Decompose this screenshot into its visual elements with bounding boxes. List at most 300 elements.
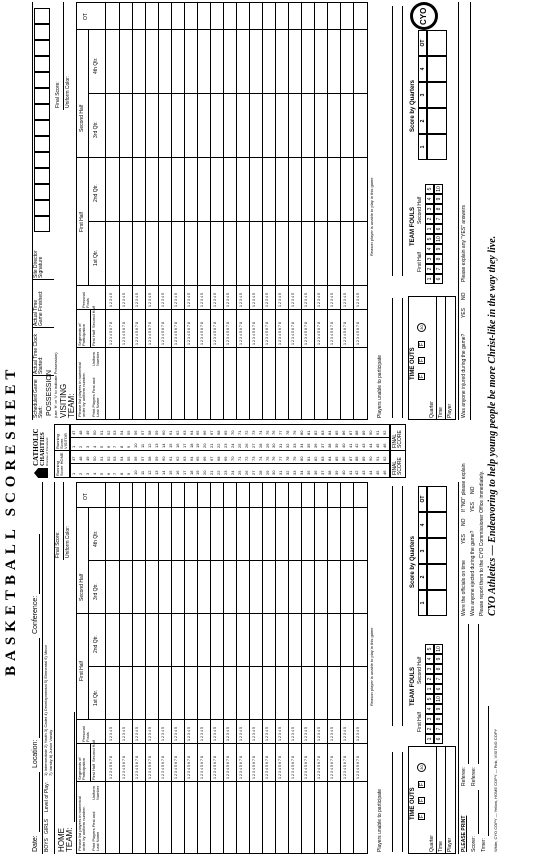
running-right-number-visitor: 73	[250, 430, 256, 435]
possession-box[interactable]	[34, 200, 50, 216]
home-sbq-header: 2	[418, 564, 427, 590]
possession-box[interactable]	[34, 152, 50, 168]
home-fouls-digits[interactable]: 1 2 3 4 5	[174, 727, 178, 741]
running-left-number: 31	[278, 470, 284, 475]
home-team-fouls-label: TEAM FOULS	[410, 667, 416, 706]
home-segments-digits[interactable]: 1 2 3 4 5 6 7 8	[304, 756, 308, 779]
running-right-number: 55	[126, 456, 132, 461]
running-left-number-visitor: 37	[319, 443, 325, 448]
visitor-segments-digits[interactable]: 1 2 3 4 5 6 7 8	[317, 322, 321, 345]
visitor-foul-cell[interactable]: 9	[434, 194, 443, 204]
running-right-number-visitor: 70	[230, 430, 235, 435]
visitor-fouls-digits[interactable]: 1 2 3 4 5	[317, 293, 321, 307]
visitor-ot: OT	[83, 13, 89, 20]
possession-label: POSSESSION	[46, 370, 53, 416]
visitor-fouls-digits[interactable]: 1 2 3 4 5	[187, 293, 191, 307]
home-fouls-digits[interactable]: 1 2 3 4 5	[148, 727, 152, 741]
visitor-fouls-digits[interactable]: 1 2 3 4 5	[161, 293, 165, 307]
visitor-segments-digits[interactable]: 1 2 3 4 5 6 7 8	[239, 322, 243, 345]
running-left-number-visitor: 6	[105, 445, 111, 448]
visitor-segments-digits[interactable]: 1 2 3 4 5 6 7 8	[291, 322, 295, 345]
visitor-row-line	[210, 3, 211, 419]
visitor-sbq-cell[interactable]	[427, 30, 447, 56]
possession-boxes[interactable]	[34, 4, 50, 232]
possession-box[interactable]	[34, 104, 50, 120]
visitor-fouls-digits[interactable]: 1 2 3 4 5	[278, 293, 282, 307]
visitor-row-line	[301, 3, 302, 419]
running-right-number: 72	[243, 456, 249, 461]
home-segments-digits[interactable]: 1 2 3 4 5 6 7 8	[135, 756, 139, 779]
ejected-yes[interactable]: YES	[470, 501, 476, 512]
running-right-number-visitor: 54	[119, 430, 125, 435]
visitor-foul-cell[interactable]: 3	[425, 254, 434, 264]
visitor-row-line	[288, 3, 289, 419]
home-fouls-digits[interactable]: 1 2 3 4 5	[135, 727, 139, 741]
home-row-line	[158, 483, 159, 853]
home-foul-cell[interactable]: 6	[434, 684, 443, 694]
running-left-number: 6	[105, 472, 111, 475]
home-foul-cell[interactable]: 9	[434, 704, 443, 714]
running-right-number: 53	[112, 456, 118, 461]
visitor-segments-digits[interactable]: 1 2 3 4 5 6 7 8	[330, 322, 334, 345]
home-segments-digits[interactable]: 1 2 3 4 5 6 7 8	[291, 756, 295, 779]
visitor-sbq-cell[interactable]	[427, 82, 447, 108]
running-right-number-visitor: 76	[271, 430, 277, 435]
home-foul-cell[interactable]: 7	[434, 724, 443, 734]
home-segments-digits[interactable]: 1 2 3 4 5 6 7 8	[265, 756, 269, 779]
home-fouls-digits[interactable]: 1 2 3 4 5	[226, 727, 230, 741]
running-left-number-visitor: 34	[299, 443, 305, 448]
visitor-fouls-digits[interactable]: 1 2 3 4 5	[343, 293, 347, 307]
home-team-fouls-grid	[425, 644, 443, 744]
home-team-label: HOME TEAM:	[57, 827, 74, 852]
visitor-tf-second: Second Half	[417, 196, 423, 224]
visitor-foul-cell[interactable]: 2	[425, 214, 434, 224]
home-foul-cell[interactable]: 10	[434, 644, 443, 654]
running-right-number: 65	[195, 456, 201, 461]
visitor-segments-digits[interactable]: 1 2 3 4 5 6 7 8	[343, 322, 347, 345]
running-right-number-visitor: 56	[133, 430, 139, 435]
running-left-number-visitor: 26	[243, 443, 249, 448]
home-foul-cell[interactable]: 5	[425, 694, 434, 704]
visitor-foul-cell[interactable]: 6	[434, 274, 443, 284]
home-instructions: Please list players in numerical order by uniform number.	[77, 796, 86, 851]
home-timeout-f3[interactable]: F	[419, 782, 425, 787]
home-segments-digits[interactable]: 1 2 3 4 5 6 7 8	[239, 756, 243, 779]
visitor-timeout-30[interactable]: 30	[417, 323, 426, 332]
running-left-number: 19	[195, 470, 201, 475]
running-left-number-visitor: 32	[285, 443, 291, 448]
possession-box[interactable]	[34, 88, 50, 104]
running-right-number: 75	[264, 456, 270, 461]
running-left-number: 16	[174, 470, 180, 475]
running-left-number-visitor: 9	[126, 445, 132, 448]
visitor-team-fouls-label: TEAM FOULS	[410, 207, 416, 246]
home-timeout-f2[interactable]: F	[419, 798, 425, 803]
referee2-label: Referee:	[471, 766, 477, 786]
visitor-fouls-digits[interactable]: 1 2 3 4 5	[148, 293, 152, 307]
home-foul-cell[interactable]: 5	[425, 644, 434, 654]
visitor-foul-cell[interactable]: 5	[425, 184, 434, 194]
visitor-segments-digits[interactable]: 1 2 3 4 5 6 7 8	[265, 322, 269, 345]
injured-yes[interactable]: YES	[461, 307, 467, 318]
home-foul-cell[interactable]: 3	[425, 664, 434, 674]
running-left-number-visitor: 13	[153, 443, 159, 448]
home-fouls-digits[interactable]: 1 2 3 4 5	[330, 727, 334, 741]
visitor-fouls-digits[interactable]: 1 2 3 4 5	[135, 293, 139, 307]
visitor-foul-cell[interactable]: 4	[425, 194, 434, 204]
visitor-sbq-cell[interactable]	[427, 134, 447, 160]
running-right-number-visitor: 61	[167, 430, 173, 435]
possession-box[interactable]	[34, 120, 50, 136]
visitor-segments-digits[interactable]: 1 2 3 4 5 6 7 8	[252, 322, 256, 345]
running-left-number-visitor: 29	[264, 443, 270, 448]
visitor-fouls-digits[interactable]: 1 2 3 4 5	[291, 293, 295, 307]
running-left-number: 42	[354, 470, 360, 475]
home-foul-cell[interactable]: 3	[425, 714, 434, 724]
home-fouls-digits[interactable]: 1 2 3 4 5	[239, 727, 243, 741]
visitor-uniform-col: Uniform Number	[91, 351, 100, 366]
running-right-number-visitor: 85	[333, 430, 339, 435]
home-fouls-digits[interactable]: 1 2 3 4 5	[356, 727, 360, 741]
home-segments-digits[interactable]: 1 2 3 4 5 6 7 8	[226, 756, 230, 779]
home-sbq-header: 3	[418, 538, 427, 564]
running-left-number: 46	[382, 470, 388, 475]
home-foul-cell[interactable]: 4	[425, 704, 434, 714]
visitor-fouls-digits[interactable]: 1 2 3 4 5	[330, 293, 334, 307]
visitor-segments-digits[interactable]: 1 2 3 4 5 6 7 8	[187, 322, 191, 345]
visitor-tf-first: First Half	[417, 252, 423, 272]
home-segments-digits[interactable]: 1 2 3 4 5 6 7 8	[122, 756, 126, 779]
visitor-timeout-player: Player	[447, 403, 453, 418]
visitor-foul-cell[interactable]: 4	[425, 244, 434, 254]
home-fouls-digits[interactable]: 1 2 3 4 5	[161, 727, 165, 741]
visitor-segments-digits[interactable]: 1 2 3 4 5 6 7 8	[174, 322, 178, 345]
home-row-line	[145, 483, 146, 853]
running-right-number-visitor: 83	[319, 430, 325, 435]
running-divider	[71, 437, 389, 438]
visitor-segments-digits[interactable]: 1 2 3 4 5 6 7 8	[213, 322, 217, 345]
running-right-number: 57	[140, 456, 146, 461]
home-segments-digits[interactable]: 1 2 3 4 5 6 7 8	[356, 756, 360, 779]
visitor-segments-digits[interactable]: 1 2 3 4 5 6 7 8	[226, 322, 230, 345]
visitor-fouls-digits[interactable]: 1 2 3 4 5	[226, 293, 230, 307]
running-right-number-visitor: 60	[160, 430, 166, 435]
running-right-number-visitor: 71	[236, 430, 242, 435]
officials-yes[interactable]: YES	[461, 533, 467, 544]
injured-no[interactable]: NO	[461, 292, 467, 300]
visitor-foul-cell[interactable]: 7	[434, 214, 443, 224]
home-fouls-digits[interactable]: 1 2 3 4 5	[317, 727, 321, 741]
home-roster	[106, 482, 368, 854]
visitor-sbq-cell[interactable]	[427, 56, 447, 82]
injured-question: Was anyone injured during the game?	[461, 333, 467, 418]
home-fouls-digits[interactable]: 1 2 3 4 5	[200, 727, 204, 741]
home-sbq-cell[interactable]	[427, 590, 447, 616]
running-left-number-visitor: 43	[361, 443, 367, 448]
home-fouls-digits[interactable]: 1 2 3 4 5	[265, 727, 269, 741]
boys-option[interactable]: BOYS	[44, 838, 50, 852]
visitor-foul-cell[interactable]: 1	[425, 274, 434, 284]
running-right-number-visitor: 63	[181, 430, 187, 435]
running-right-number-visitor: 78	[285, 430, 291, 435]
home-foul-cell[interactable]: 8	[434, 714, 443, 724]
home-foul-cell[interactable]: 1	[425, 684, 434, 694]
visitor-segments-digits[interactable]: 1 2 3 4 5 6 7 8	[122, 322, 126, 345]
running-right-number: 49	[84, 456, 90, 461]
running-left-number-visitor: 1	[71, 445, 76, 448]
home-fouls-digits[interactable]: 1 2 3 4 5	[122, 727, 126, 741]
home-sbq-cell[interactable]	[427, 538, 447, 564]
visitor-foul-cell[interactable]: 2	[425, 264, 434, 274]
home-foul-cell[interactable]: 1	[425, 734, 434, 744]
running-left-number-visitor: 15	[167, 443, 173, 448]
running-left-number: 25	[236, 470, 242, 475]
visitor-foul-cell[interactable]: 5	[425, 234, 434, 244]
home-segments-digits[interactable]: 1 2 3 4 5 6 7 8	[330, 756, 334, 779]
visitor-foul-cell[interactable]: 7	[434, 264, 443, 274]
home-row-line	[210, 483, 211, 853]
running-left-number: 34	[299, 470, 305, 475]
possession-box[interactable]	[34, 168, 50, 184]
visitor-unable-label: Players unable to participate	[377, 354, 383, 418]
visitor-fouls-digits[interactable]: 1 2 3 4 5	[304, 293, 308, 307]
ejected-no[interactable]: NO	[470, 486, 476, 494]
home-foul-cell[interactable]: 2	[425, 724, 434, 734]
visitor-row-line	[262, 3, 263, 419]
running-score-visitor: Running Score VISITOR	[55, 433, 68, 449]
home-foul-cell[interactable]: 10	[434, 694, 443, 704]
date-label: Date:	[32, 835, 39, 852]
running-right-number: 64	[188, 456, 194, 461]
home-fouls-digits[interactable]: 1 2 3 4 5	[109, 727, 113, 741]
visitor-foul-cell[interactable]: 6	[434, 224, 443, 234]
running-right-number-visitor: 75	[264, 430, 270, 435]
visitor-timeout-f2[interactable]: F	[419, 358, 425, 363]
possession-box[interactable]	[34, 24, 50, 40]
running-divider	[71, 450, 389, 451]
home-foul-cell[interactable]: 4	[425, 654, 434, 664]
running-right-number-visitor: 65	[195, 430, 201, 435]
home-timeouts-label: TIME OUTS	[410, 787, 416, 820]
home-timeout-player: Player	[447, 837, 453, 852]
visitor-segments-digits[interactable]: 1 2 3 4 5 6 7 8	[200, 322, 204, 345]
running-right-number-visitor: 67	[209, 430, 215, 435]
visitor-segments-digits[interactable]: 1 2 3 4 5 6 7 8	[161, 322, 165, 345]
home-uniform-col: Uniform Number	[91, 785, 100, 800]
home-segments-digits[interactable]: 1 2 3 4 5 6 7 8	[343, 756, 347, 779]
home-segments-digits[interactable]: 1 2 3 4 5 6 7 8	[187, 756, 191, 779]
possession-box[interactable]	[34, 136, 50, 152]
possession-box[interactable]	[34, 8, 50, 24]
running-right-number-visitor: 91	[375, 430, 381, 435]
home-sbq-cell[interactable]	[427, 512, 447, 538]
home-fouls-digits[interactable]: 1 2 3 4 5	[291, 727, 295, 741]
visitor-seg-first: First Half	[91, 330, 96, 346]
home-final-score-label: Final Score:	[55, 531, 61, 558]
visitor-foul-cell[interactable]: 10	[434, 184, 443, 194]
running-left-number-visitor: 19	[195, 443, 201, 448]
visitor-foul-cell[interactable]: 9	[434, 244, 443, 254]
possession-box[interactable]	[34, 40, 50, 56]
visitor-fouls-digits[interactable]: 1 2 3 4 5	[265, 293, 269, 307]
home-fouls-digits[interactable]: 1 2 3 4 5	[343, 727, 347, 741]
visitor-segments-digits[interactable]: 1 2 3 4 5 6 7 8	[135, 322, 139, 345]
running-right-number: 47	[71, 456, 76, 461]
visitor-fouls-digits[interactable]: 1 2 3 4 5	[109, 293, 113, 307]
running-left-number-visitor: 33	[292, 443, 298, 448]
running-left-number: 33	[292, 470, 298, 475]
running-left-number-visitor: 4	[91, 445, 97, 448]
running-right-number: 67	[209, 456, 215, 461]
home-foul-cell[interactable]: 2	[425, 674, 434, 684]
home-fouls-col: Personal Fouls	[81, 726, 90, 742]
visitor-foul-cell[interactable]: 1	[425, 224, 434, 234]
home-foul-cell[interactable]: 7	[434, 674, 443, 684]
home-row-line	[301, 483, 302, 853]
home-segments-digits[interactable]: 1 2 3 4 5 6 7 8	[252, 756, 256, 779]
home-first-half-group: First Half	[79, 661, 85, 681]
visitor-segments-digits[interactable]: 1 2 3 4 5 6 7 8	[109, 322, 113, 345]
running-left-number: 43	[361, 470, 367, 475]
running-left-number-visitor: 17	[181, 443, 187, 448]
home-reason: Reason player is unable to play in this game	[369, 627, 374, 706]
running-left-number: 8	[119, 472, 125, 475]
home-segments-digits[interactable]: 1 2 3 4 5 6 7 8	[278, 756, 282, 779]
running-right-number-visitor: 74	[257, 430, 263, 435]
home-timeout-30[interactable]: 30	[417, 763, 426, 772]
running-right-number: 86	[340, 456, 346, 461]
possession-box[interactable]	[34, 56, 50, 72]
visitor-foul-cell[interactable]: 10	[434, 234, 443, 244]
visitor-fouls-digits[interactable]: 1 2 3 4 5	[213, 293, 217, 307]
home-segments-digits[interactable]: 1 2 3 4 5 6 7 8	[161, 756, 165, 779]
actual-start: Actual Time Clock Started:	[33, 333, 44, 374]
home-segments-digits[interactable]: 1 2 3 4 5 6 7 8	[109, 756, 113, 779]
timer-label: Timer:	[481, 838, 487, 852]
explain-yes: Please explain any "YES" answers	[461, 205, 467, 282]
home-fouls-digits[interactable]: 1 2 3 4 5	[187, 727, 191, 741]
running-score-home: Running Score HOME	[55, 452, 64, 476]
running-right-number: 70	[230, 456, 235, 461]
home-row-line	[314, 483, 315, 853]
running-right-number: 83	[319, 456, 325, 461]
running-left-number: 29	[264, 470, 270, 475]
visitor-timeout-f3[interactable]: F	[419, 342, 425, 347]
visitor-sbq-cell[interactable]	[427, 108, 447, 134]
home-foul-cell[interactable]: 6	[434, 734, 443, 744]
running-right-number-visitor: 80	[299, 430, 305, 435]
visitor-foul-cell[interactable]: 8	[434, 204, 443, 214]
home-sbq-cell[interactable]	[427, 486, 447, 512]
visitor-fouls-digits[interactable]: 1 2 3 4 5	[174, 293, 178, 307]
possession-box[interactable]	[34, 184, 50, 200]
running-left-number: 45	[375, 470, 381, 475]
officials-no[interactable]: NO	[461, 518, 467, 526]
home-segments-digits[interactable]: 1 2 3 4 5 6 7 8	[213, 756, 217, 779]
visitor-fouls-digits[interactable]: 1 2 3 4 5	[252, 293, 256, 307]
running-right-number: 66	[202, 456, 208, 461]
visitor-segments-digits[interactable]: 1 2 3 4 5 6 7 8	[278, 322, 282, 345]
visitor-segments-digits[interactable]: 1 2 3 4 5 6 7 8	[356, 322, 360, 345]
home-ot: OT	[83, 493, 89, 500]
visitor-sbq-header: 3	[418, 82, 427, 108]
visitor-row-line	[236, 3, 237, 419]
visitor-foul-cell[interactable]: 8	[434, 254, 443, 264]
home-segments-digits[interactable]: 1 2 3 4 5 6 7 8	[317, 756, 321, 779]
home-sbq-cell[interactable]	[427, 564, 447, 590]
running-right-number: 60	[160, 456, 166, 461]
visitor-fouls-digits[interactable]: 1 2 3 4 5	[356, 293, 360, 307]
running-right-number: 48	[77, 456, 83, 461]
home-timeout-f1[interactable]: F	[419, 814, 425, 819]
home-foul-cell[interactable]: 9	[434, 654, 443, 664]
copies-note: White, CYO COPY — Yellow, HOME COPY — Pink, VISITING COPY	[493, 728, 498, 852]
visitor-fouls-digits[interactable]: 1 2 3 4 5	[239, 293, 243, 307]
girls-option[interactable]: GIRLS	[44, 818, 50, 834]
visitor-sbq-label: Score by Quarters	[410, 79, 416, 132]
home-fouls-digits[interactable]: 1 2 3 4 5	[278, 727, 282, 741]
running-right-number-visitor: 72	[243, 430, 249, 435]
page-title: BASKETBALL SCORESHEET	[3, 364, 19, 676]
home-fouls-digits[interactable]: 1 2 3 4 5	[304, 727, 308, 741]
running-left-number: 18	[188, 470, 194, 475]
possession-box[interactable]	[34, 72, 50, 88]
actual-finish: Actual Time Game Finished:	[33, 290, 44, 326]
running-right-number: 51	[98, 456, 104, 461]
home-segments-digits[interactable]: 1 2 3 4 5 6 7 8	[148, 756, 152, 779]
running-left-number: 2	[77, 472, 83, 475]
running-left-number-visitor: 21	[209, 443, 215, 448]
running-right-number-visitor: 64	[188, 430, 194, 435]
home-sbq-header: 1	[418, 590, 427, 616]
running-right-number: 69	[223, 456, 229, 461]
running-right-number-visitor: 66	[202, 430, 208, 435]
ejected-question: Was anyone ejected during the game?	[470, 530, 476, 616]
home-fouls-digits[interactable]: 1 2 3 4 5	[213, 727, 217, 741]
visitor-fouls-digits[interactable]: 1 2 3 4 5	[122, 293, 126, 307]
home-fouls-digits[interactable]: 1 2 3 4 5	[252, 727, 256, 741]
visitor-timeout-f1[interactable]: F	[419, 374, 425, 379]
running-left-number-visitor: 40	[340, 443, 346, 448]
home-segments-digits[interactable]: 1 2 3 4 5 6 7 8	[174, 756, 178, 779]
running-left-number: 7	[112, 472, 118, 475]
visitor-segments-digits[interactable]: 1 2 3 4 5 6 7 8	[148, 322, 152, 345]
running-left-number: 10	[133, 470, 139, 475]
visitor-segments-digits[interactable]: 1 2 3 4 5 6 7 8	[304, 322, 308, 345]
visitor-seg-second: Second Half	[91, 306, 96, 328]
home-q3: 3rd Qtr.	[93, 583, 99, 600]
home-foul-cell[interactable]: 8	[434, 664, 443, 674]
running-left-number-visitor: 11	[140, 443, 146, 448]
visitor-uniform-color-label: Uniform Color:	[65, 75, 71, 108]
running-left-number: 1	[71, 472, 76, 475]
possession-box[interactable]	[34, 216, 50, 232]
visitor-second-half-group: Second Half	[79, 104, 85, 132]
visitor-segments-col: Segments of Participation	[77, 323, 86, 346]
visitor-foul-cell[interactable]: 3	[425, 204, 434, 214]
visitor-fouls-digits[interactable]: 1 2 3 4 5	[200, 293, 204, 307]
visitor-row-line	[353, 3, 354, 419]
home-segments-digits[interactable]: 1 2 3 4 5 6 7 8	[200, 756, 204, 779]
running-right-number-visitor: 52	[105, 430, 111, 435]
visitor-fouls-col: Personal Fouls	[81, 292, 90, 308]
running-left-number-visitor: 41	[347, 443, 353, 448]
running-left-number: 39	[333, 470, 339, 475]
home-row-line	[171, 483, 172, 853]
running-right-number-visitor: 84	[326, 430, 332, 435]
running-right-number: 79	[292, 456, 298, 461]
